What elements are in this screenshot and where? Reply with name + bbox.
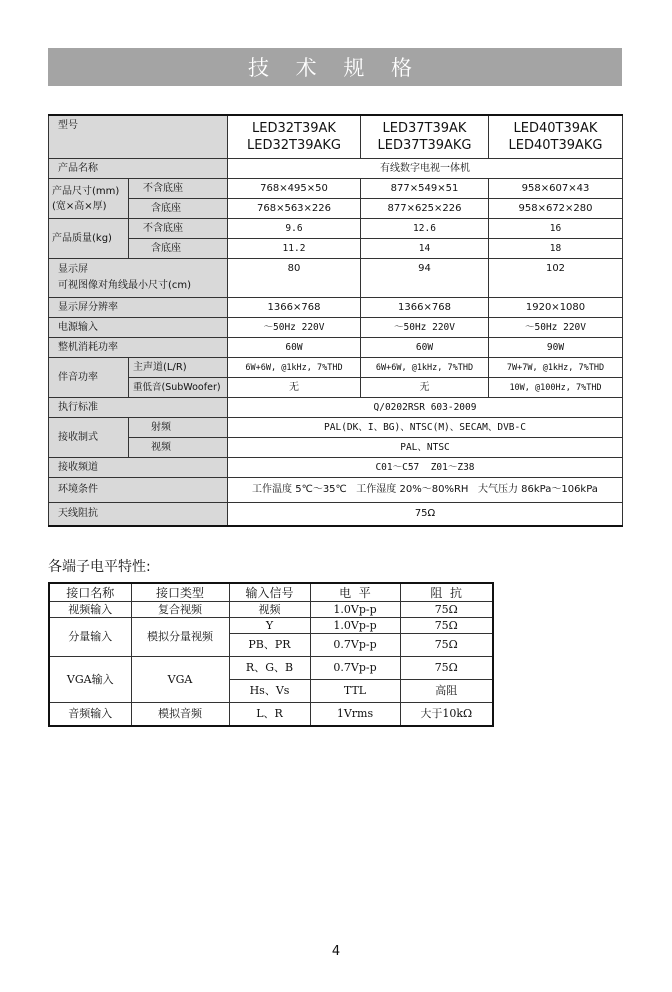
standard-value: Q/0202RSR 603-2009 [228,398,623,418]
size-value: 958×607×43 [489,179,623,199]
consumption-value: 90W [489,338,623,358]
power-input-value: ～50Hz 220V [228,318,361,338]
model-row [49,115,623,159]
model-cell: LED37T39AK LED37T39AKG [361,115,489,159]
impedance: 75Ω [400,602,493,618]
size-value: 768×563×226 [228,199,361,219]
impedance: 高阻 [400,680,493,703]
level: 1Vrms [310,703,400,727]
model-cell: LED32T39AK LED32T39AKG [228,115,361,159]
antenna-label: 天线阻抗 [49,503,228,527]
header-cell: 输入信号 [229,583,310,602]
header-cell: 电 平 [310,583,400,602]
interface-name: 音频输入 [49,703,131,727]
subwoofer-value: 无 [228,378,361,398]
input-signal: Y [229,618,310,634]
product-name-label: 产品名称 [49,159,228,179]
weight-value: 11.2 [228,239,361,259]
size-value: 877×625×226 [361,199,489,219]
size-row [49,199,623,219]
input-signal: Hs、Vs [229,680,310,703]
audio-label: 伴音功率 [49,358,129,398]
weight-value: 12.6 [361,219,489,239]
channel-value: C01～C57 Z01～Z38 [228,458,623,478]
model-label: 型号 [49,115,228,159]
level: 1.0Vp-p [310,602,400,618]
impedance: 75Ω [400,634,493,657]
rf-row [49,418,623,438]
antenna-row [49,503,623,527]
standard-label: 执行标准 [49,398,228,418]
interface-type: 复合视频 [131,602,229,618]
resolution-value: 1920×1080 [489,298,623,318]
screen-value: 102 [489,259,623,298]
consumption-value: 60W [228,338,361,358]
main-channel-value: 7W+7W, @1kHz, 7%THD [489,358,623,378]
subwoofer-label: 重低音(SubWoofer) [129,378,228,398]
consumption-label: 整机消耗功率 [49,338,228,358]
weight-value: 14 [361,239,489,259]
consumption-value: 60W [361,338,489,358]
with-base-label: 含底座 [129,199,228,219]
impedance: 大于10kΩ [400,703,493,727]
interface-name: VGA输入 [49,657,131,703]
level: 1.0Vp-p [310,618,400,634]
no-base-label: 不含底座 [129,219,228,239]
video-label: 视频 [129,438,228,458]
screen-value: 94 [361,259,489,298]
input-signal: L、R [229,703,310,727]
screen-row [49,259,623,298]
env-label: 环境条件 [49,478,228,503]
subwoofer-value: 无 [361,378,489,398]
input-signal: R、G、B [229,657,310,680]
impedance: 75Ω [400,618,493,634]
no-base-label: 不含底座 [129,179,228,199]
size-value: 768×495×50 [228,179,361,199]
header-cell: 接口类型 [131,583,229,602]
interface-type: 模拟分量视频 [131,618,229,657]
main-channel-label: 主声道(L/R) [129,358,228,378]
consumption-row [49,338,623,358]
size-row [49,179,623,199]
rf-label: 射频 [129,418,228,438]
interface-name: 视频输入 [49,602,131,618]
video-value: PAL、NTSC [228,438,623,458]
power-input-value: ～50Hz 220V [361,318,489,338]
resolution-row [49,298,623,318]
table-row [49,657,493,680]
page-title: 技 术 规 格 [48,48,622,86]
system-label: 接收制式 [49,418,129,458]
table-row [49,703,493,727]
with-base-label: 含底座 [129,239,228,259]
product-name-value: 有线数字电视一体机 [228,159,623,179]
env-row [49,478,623,503]
header-cell: 接口名称 [49,583,131,602]
level: 0.7Vp-p [310,657,400,680]
screen-value: 80 [228,259,361,298]
channel-row [49,458,623,478]
resolution-value: 1366×768 [228,298,361,318]
level: TTL [310,680,400,703]
weight-label: 产品质量(kg) [49,219,129,259]
size-value: 958×672×280 [489,199,623,219]
main-channel-value: 6W+6W, @1kHz, 7%THD [228,358,361,378]
size-label: 产品尺寸(mm) (宽×高×厚) [49,179,129,219]
antenna-value: 75Ω [228,503,623,527]
model-cell: LED40T39AK LED40T39AKG [489,115,623,159]
main-channel-value: 6W+6W, @1kHz, 7%THD [361,358,489,378]
weight-row [49,239,623,259]
weight-value: 9.6 [228,219,361,239]
resolution-label: 显示屏分辨率 [49,298,228,318]
terminals-title: 各端子电平特性: [48,559,151,575]
interface-name: 分量输入 [49,618,131,657]
channel-label: 接收频道 [49,458,228,478]
header-cell: 阻 抗 [400,583,493,602]
power-input-label: 电源输入 [49,318,228,338]
terminals-header [49,583,493,602]
page-number: 4 [331,944,341,959]
size-value: 877×549×51 [361,179,489,199]
audio-sub-row [49,378,623,398]
power-input-row [49,318,623,338]
video-row [49,438,623,458]
weight-value: 18 [489,239,623,259]
table-row [49,602,493,618]
terminals-table [48,582,494,727]
interface-type: VGA [131,657,229,703]
rf-value: PAL(DK、I、BG)、NTSC(M)、SECAM、DVB-C [228,418,623,438]
weight-value: 16 [489,219,623,239]
audio-main-row [49,358,623,378]
standard-row [49,398,623,418]
spec-table [48,114,623,527]
resolution-value: 1366×768 [361,298,489,318]
screen-label: 显示屏 可视图像对角线最小尺寸(cm) [49,259,228,298]
weight-row [49,219,623,239]
level: 0.7Vp-p [310,634,400,657]
product-name-row [49,159,623,179]
input-signal: PB、PR [229,634,310,657]
input-signal: 视频 [229,602,310,618]
interface-type: 模拟音频 [131,703,229,727]
subwoofer-value: 10W, @100Hz, 7%THD [489,378,623,398]
impedance: 75Ω [400,657,493,680]
env-value: 工作温度 5℃～35℃ 工作湿度 20%～80%RH 大气压力 86kPa～106kPa [228,478,623,503]
table-row [49,618,493,634]
power-input-value: ～50Hz 220V [489,318,623,338]
